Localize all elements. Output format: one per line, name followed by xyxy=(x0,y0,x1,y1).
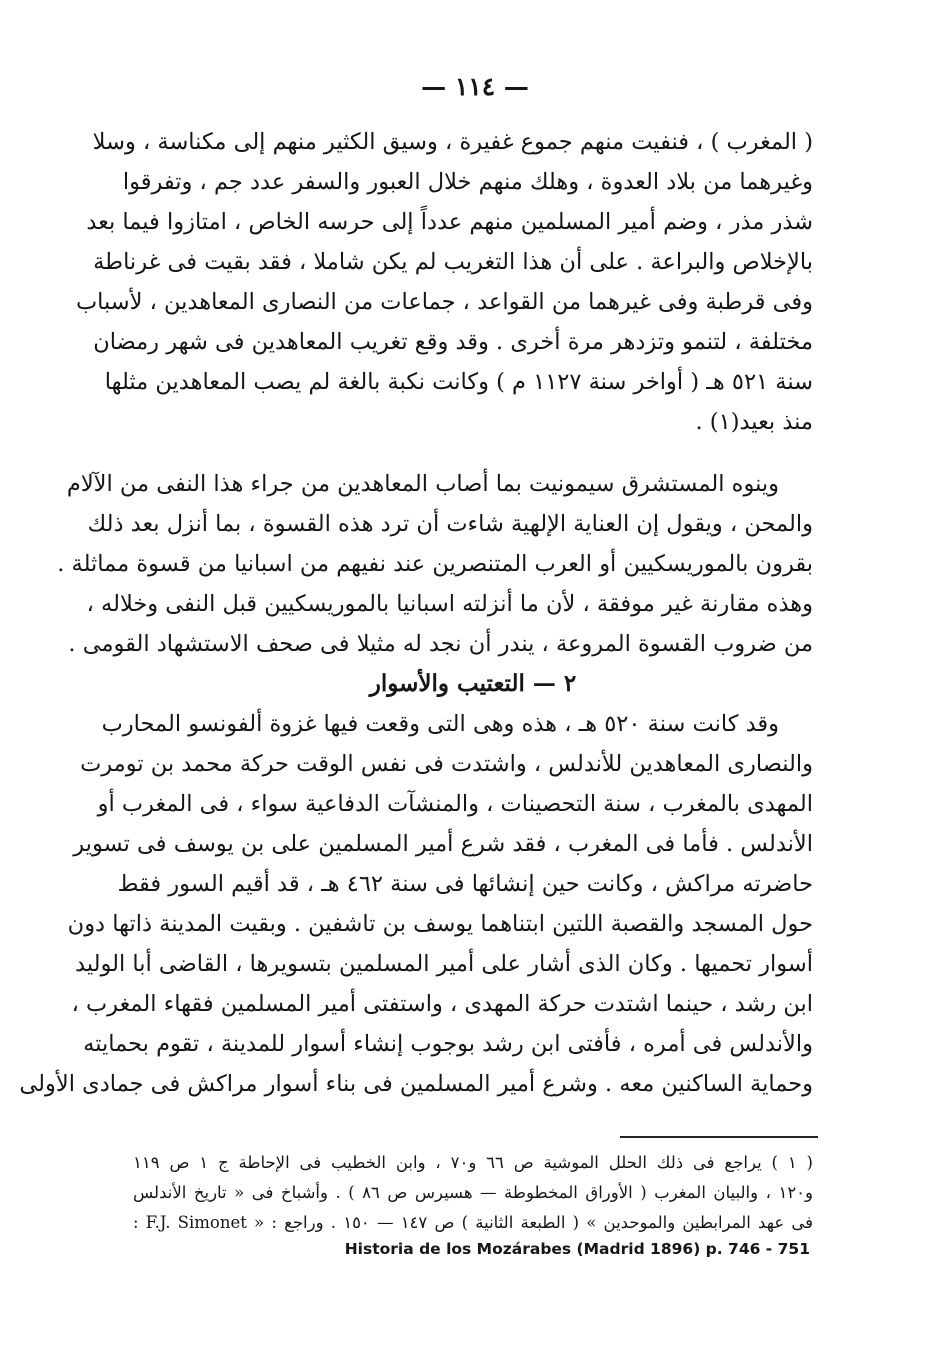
paragraph-2 xyxy=(57,464,813,664)
text-line: حاضرته مراكش ، وكانت حين إنشائها فى سنة ٤٦٢ هـ ، قد أقيم السور فقط xyxy=(117,871,813,897)
footnote-line: و١٢٠ ، والبيان المغرب ( الأوراق المخطوطة — هسيرس ص ٨٦ ) . وأشباخ فى « تاريخ الأندلس xyxy=(133,1183,814,1202)
footnote-latin-reference: Historia de los Mozárabes (Madrid 1896) p. 746 - 751 xyxy=(344,1240,810,1258)
paragraph-spacer xyxy=(133,442,813,464)
text-line: وينوه المستشرق سيمونيت بما أصاب المعاهدين من جراء هذا النفى من الآلام xyxy=(66,471,779,497)
text-line: أسوار تحميها . وكان الذى أشار على أمير المسلمين بتسويرها ، القاضى أبا الوليد xyxy=(75,951,813,977)
text-line: وهذه مقارنة غير موفقة ، لأن ما أنزلته اسبانيا بالموريسكيين قبل النفى وخلاله ، xyxy=(86,591,813,617)
paragraph-1 xyxy=(75,122,813,442)
page-number: — ١١٤ — xyxy=(421,72,529,101)
footnote-line: ( ١ ) يراجع فى ذلك الحلل الموشية ص ٦٦ و٧٠ ، وابن الخطيب فى الإحاطة ج ١ ص ١١٩ xyxy=(133,1153,813,1172)
section-heading: ٢ — التعتيب والأسوار xyxy=(369,670,577,697)
text-line: من ضروب القسوة المروعة ، يندر أن نجد له مثيلا فى صحف الاستشهاد القومى . xyxy=(68,631,813,657)
footnote xyxy=(133,1148,813,1238)
text-line: وحماية الساكنين معه . وشرع أمير المسلمين فى بناء أسوار مراكش فى جمادى الأولى xyxy=(19,1071,813,1097)
text-line: الأندلس . فأما فى المغرب ، فقد شرع أمير المسلمين على بن يوسف فى تسوير xyxy=(73,831,813,857)
main-text xyxy=(19,122,813,1104)
text-line: والنصارى المعاهدين للأندلس ، واشتدت فى نفس الوقت حركة محمد بن تومرت xyxy=(80,751,813,777)
paragraph-3 xyxy=(19,704,813,1104)
text-line: وغيرهما من بلاد العدوة ، وهلك منهم خلال العبور والسفر عدد جم ، وتفرقوا xyxy=(122,169,813,195)
text-line: ابن رشد ، حينما اشتدت حركة المهدى ، واستفتى أمير المسلمين فقهاء المغرب ، xyxy=(71,991,813,1017)
text-line: بقرون بالموريسكيين أو العرب المتنصرين عند نفيهم من اسبانيا من قسوة مماثلة . xyxy=(57,551,813,577)
text-line: وفى قرطبة وفى غيرهما من القواعد ، جماعات من النصارى المعاهدين ، لأسباب xyxy=(75,289,813,315)
footnote-divider xyxy=(620,1136,818,1138)
text-line: وقد كانت سنة ٥٢٠ هـ ، هذه وهى التى وقعت فيها غزوة ألفونسو المحارب xyxy=(101,711,779,737)
text-line: حول المسجد والقصبة اللتين ابتناهما يوسف بن تاشفين . وبقيت المدينة ذاتها دون xyxy=(67,911,813,937)
text-line: والمحن ، ويقول إن العناية الإلهية شاءت أن ترد هذه القسوة ، بما أنزل بعد ذلك xyxy=(87,511,813,537)
text-line: بالإخلاص والبراعة . على أن هذا التغريب لم يكن شاملا ، فقد بقيت فى غرناطة xyxy=(93,249,813,275)
footnote-line: فى عهد المرابطين والموحدين » ( الطبعة الثانية ) ص ١٤٧ — ١٥٠ . وراجع : « F.J. Simonet : xyxy=(133,1213,813,1232)
text-line: ( المغرب ) ، فنفيت منهم جموع غفيرة ، وسيق الكثير منهم إلى مكناسة ، وسلا xyxy=(92,129,813,155)
text-line: والأندلس فى أمره ، فأفتى ابن رشد بوجوب إنشاء أسوار للمدينة ، تقوم بحمايته xyxy=(83,1031,813,1057)
text-line: المهدى بالمغرب ، سنة التحصينات ، والمنشآت الدفاعية سواء ، فى المغرب أو xyxy=(97,791,813,817)
text-line: سنة ٥٢١ هـ ( أواخر سنة ١١٢٧ م ) وكانت نكبة بالغة لم يصب المعاهدين مثلها xyxy=(104,369,813,395)
text-line: منذ بعيد(١) . xyxy=(695,409,813,435)
text-line: مختلفة ، لتنمو وتزدهر مرة أخرى . وقد وقع تغريب المعاهدين فى شهر رمضان xyxy=(93,329,813,355)
text-line: شذر مذر ، وضم أمير المسلمين منهم عدداً إلى حرسه الخاص ، امتازوا فيما بعد xyxy=(86,209,813,235)
